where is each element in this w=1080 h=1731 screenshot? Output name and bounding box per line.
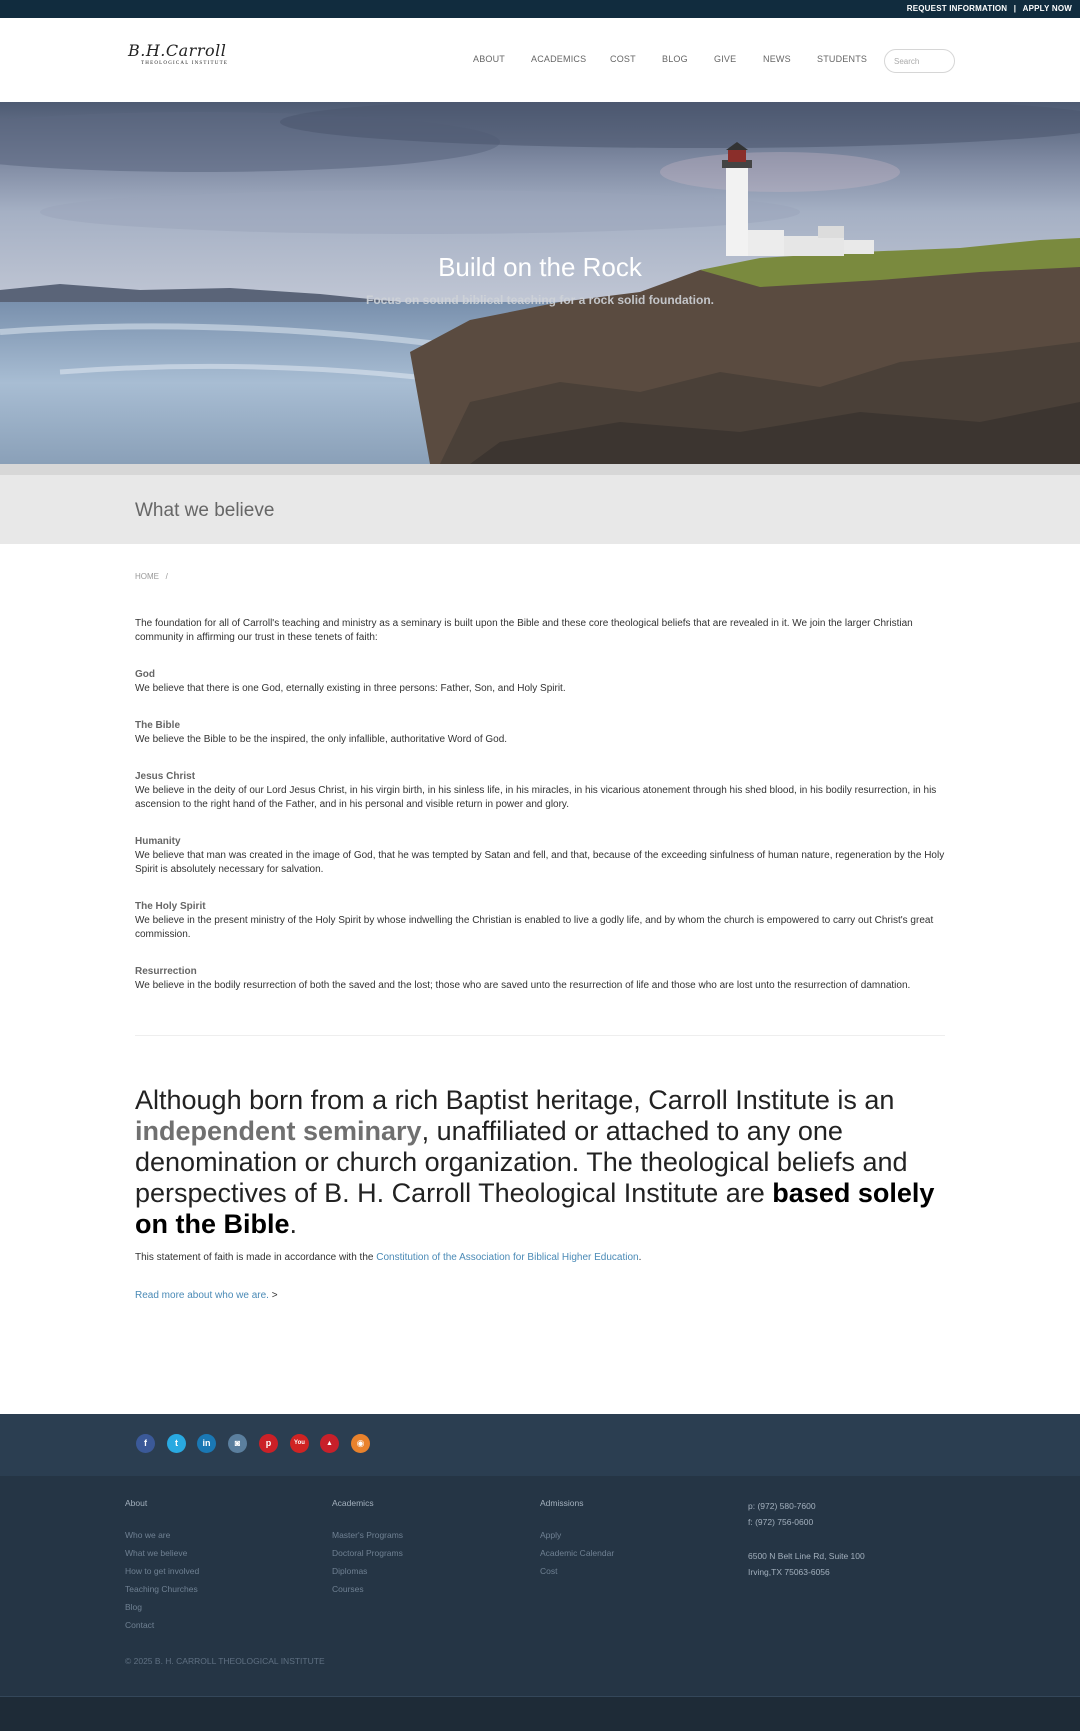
belief-holy-spirit <box>135 900 945 942</box>
belief-text: We believe in the deity of our Lord Jesus Christ, in his virgin birth, in his sinless life, in his miracles, in his vicarious atonement through his shed blood, in his bodily resurrection, in his ascension to the right hand of the Father, and in his personal and visible return in power and glory. <box>135 785 937 810</box>
nav-about[interactable]: ABOUT <box>473 54 506 64</box>
twitter-icon[interactable]: t <box>167 1434 186 1453</box>
read-more-link[interactable]: Read more about who we are. <box>135 1290 269 1301</box>
footer-contact <box>748 1498 865 1580</box>
social-bar <box>0 1414 1080 1476</box>
utility-separator: | <box>1013 4 1017 13</box>
pinterest-icon[interactable]: p <box>259 1434 278 1453</box>
fax-number: f: (972) 756-0600 <box>748 1517 814 1527</box>
request-information-link[interactable]: REQUEST INFORMATION <box>906 4 1008 13</box>
belief-heading: God <box>135 669 155 680</box>
nav-blog[interactable]: BLOG <box>662 54 688 64</box>
site-logo[interactable] <box>128 42 240 72</box>
statement-end: . <box>638 1252 642 1263</box>
footer-link[interactable]: Doctoral Programs <box>332 1548 403 1558</box>
callout-text-3: . <box>289 1209 298 1239</box>
phone-number: p: (972) 580-7600 <box>748 1501 816 1511</box>
belief-text: We believe that man was created in the image of God, that he was tempted by Satan and fell, and that, because of the exceeding sinfulness of human nature, regeneration by the Holy Spirit is absolutely necessary for salvation. <box>135 850 945 875</box>
hero-subtitle: Focus on sound biblical teaching for a rock solid foundation. <box>365 293 715 307</box>
footer-link[interactable]: Courses <box>332 1584 364 1594</box>
beliefs-content <box>135 617 945 1016</box>
belief-heading: Humanity <box>135 836 181 847</box>
belief-text: We believe the Bible to be the inspired, the only infallible, authoritative Word of God. <box>135 734 508 745</box>
belief-heading: Resurrection <box>135 966 197 977</box>
accreditation-statement <box>135 1252 641 1263</box>
footer-link[interactable]: Master's Programs <box>332 1530 404 1540</box>
breadcrumb-home[interactable]: HOME <box>135 572 159 581</box>
belief-text: We believe in the present ministry of the Holy Spirit by whose indwelling the Christian is enabled to live a godly life, and by whom the church is empowered to carry out Christ's great commission. <box>135 915 934 940</box>
nav-academics[interactable]: ACADEMICS <box>531 54 587 64</box>
footer-link[interactable]: How to get involved <box>125 1566 200 1576</box>
belief-humanity <box>135 835 945 877</box>
belief-jesus-christ <box>135 770 945 812</box>
footer-link[interactable]: Contact <box>125 1620 155 1630</box>
address-line-2: Irving,TX 75063-6056 <box>748 1567 830 1577</box>
footer-link[interactable]: Diplomas <box>332 1566 368 1576</box>
belief-bible <box>135 719 945 747</box>
instagram-icon[interactable]: ◙ <box>228 1434 247 1453</box>
footer-link[interactable]: Academic Calendar <box>540 1548 615 1558</box>
belief-resurrection <box>135 965 945 993</box>
hero-landscape-image <box>0 102 1080 464</box>
footer-academics-column <box>332 1498 403 1602</box>
facebook-icon[interactable]: f <box>136 1434 155 1453</box>
abhe-constitution-link[interactable]: Constitution of the Association for Biblical Higher Education <box>376 1252 639 1263</box>
footer-heading[interactable]: Admissions <box>540 1498 584 1508</box>
belief-heading: The Holy Spirit <box>135 901 206 912</box>
blog-icon[interactable]: ▲ <box>320 1434 339 1453</box>
breadcrumb-separator: / <box>165 572 168 581</box>
footer-heading[interactable]: Academics <box>332 1498 374 1508</box>
utility-links <box>907 4 1072 13</box>
footer-about-column <box>125 1498 199 1638</box>
copyright: © 2025 B. H. CARROLL THEOLOGICAL INSTITUTE <box>125 1656 325 1666</box>
footer-link[interactable]: Apply <box>540 1530 562 1540</box>
footer-link[interactable]: What we believe <box>125 1548 188 1558</box>
callout-strong: based solely on the Bible <box>135 1178 935 1239</box>
chevron-right-icon: > <box>271 1290 278 1301</box>
nav-give[interactable]: GIVE <box>714 54 737 64</box>
callout-highlight: independent seminary <box>135 1116 422 1146</box>
belief-heading: Jesus Christ <box>135 771 196 782</box>
footer-link[interactable]: Who we are <box>125 1530 171 1540</box>
callout-text-2: , unaffiliated or attached to any one denomination or church organization. The theological beliefs and perspectives of B. H. Carroll Theological Institute are <box>135 1116 908 1208</box>
address-line-1: 6500 N Belt Line Rd, Suite 100 <box>748 1551 865 1561</box>
linkedin-icon[interactable]: in <box>197 1434 216 1453</box>
nav-students[interactable]: STUDENTS <box>817 54 868 64</box>
belief-god <box>135 668 945 696</box>
logo-script: B.H.Carroll <box>128 41 227 60</box>
footer-link[interactable]: Teaching Churches <box>125 1584 198 1594</box>
page-title: What we believe <box>135 500 275 521</box>
youtube-icon[interactable]: You <box>290 1434 309 1453</box>
top-utility-bar <box>0 0 1080 18</box>
page-title-band <box>0 464 1080 544</box>
site-footer <box>0 1476 1080 1696</box>
footer-link[interactable]: Cost <box>540 1566 558 1576</box>
logo-subtitle: THEOLOGICAL INSTITUTE <box>141 61 229 66</box>
footer-link[interactable]: Blog <box>125 1602 143 1612</box>
bottom-bar <box>0 1696 1080 1731</box>
independence-callout <box>135 1085 955 1240</box>
hero-title: Build on the Rock <box>438 252 642 282</box>
nav-cost[interactable]: COST <box>610 54 636 64</box>
content-divider <box>135 1035 945 1036</box>
site-header <box>0 18 1080 102</box>
read-more <box>135 1290 278 1301</box>
apply-now-link[interactable]: APPLY NOW <box>1022 4 1072 13</box>
rss-icon[interactable]: ◉ <box>351 1434 370 1453</box>
callout-text-1: Although born from a rich Baptist heritage, Carroll Institute is an <box>135 1085 895 1115</box>
search-input[interactable]: Search <box>884 49 955 73</box>
belief-text: We believe that there is one God, eternally existing in three persons: Father, Son, and Holy Spirit. <box>135 683 566 694</box>
nav-news[interactable]: NEWS <box>763 54 791 64</box>
belief-text: We believe in the bodily resurrection of both the saved and the lost; those who are saved unto the resurrection of life and those who are lost unto the resurrection of damnation. <box>135 980 911 991</box>
belief-heading: The Bible <box>135 720 181 731</box>
statement-text: This statement of faith is made in accordance with the <box>135 1252 377 1263</box>
footer-admissions-column <box>540 1498 614 1584</box>
breadcrumb <box>135 572 168 581</box>
intro-paragraph: The foundation for all of Carroll's teaching and ministry as a seminary is built upon the Bible and these core theological beliefs that are revealed in it. We join the larger Christian community in affirming our trust in these tenets of faith: <box>135 618 913 643</box>
footer-heading[interactable]: About <box>125 1498 148 1508</box>
hero-banner <box>0 102 1080 464</box>
